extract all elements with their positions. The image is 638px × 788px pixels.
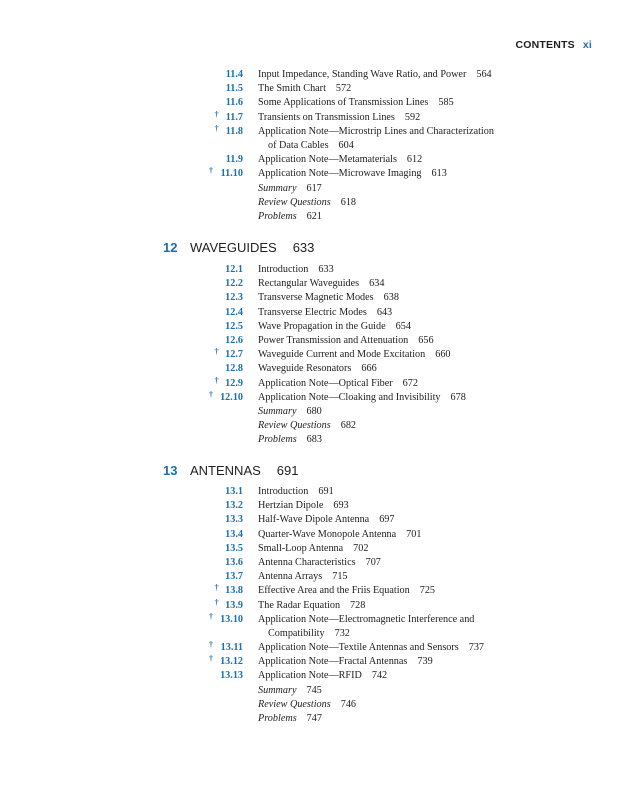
- section-title: Input Impedance, Standing Wave Ratio, and Power 564: [258, 69, 492, 80]
- running-header-label: CONTENTS: [515, 39, 575, 51]
- page-ref: 747: [306, 713, 322, 724]
- toc-entry[interactable]: [0, 153, 638, 167]
- page-ref: 697: [379, 514, 395, 526]
- section-number: 13.12: [220, 656, 243, 668]
- section-title: Some Applications of Transmission Lines 585: [258, 97, 454, 109]
- chapter-number: 12: [163, 240, 178, 255]
- toc-entry[interactable]: [0, 125, 638, 139]
- chapter-page: 691: [276, 463, 299, 478]
- section-number: 12.1: [225, 264, 243, 275]
- section-number: 11.7: [225, 111, 243, 123]
- section-title: Effective Area and the Friis Equation 725: [258, 585, 436, 597]
- page-ref: 701: [406, 528, 422, 540]
- section-title: Rectangular Waveguides 634: [258, 278, 385, 290]
- toc-entry[interactable]: [0, 210, 638, 224]
- section-title: Transverse Electric Modes 643: [258, 306, 393, 318]
- section-number: 12.5: [225, 320, 243, 332]
- toc-entry[interactable]: [0, 684, 638, 698]
- toc-entry[interactable]: [0, 698, 638, 712]
- end-matter-title: Problems 683: [258, 434, 322, 446]
- toc-entry[interactable]: [0, 556, 638, 570]
- toc-entry[interactable]: [0, 306, 638, 320]
- section-number: 13.8: [225, 585, 243, 597]
- end-matter-title: Summary 617: [258, 182, 322, 194]
- page-number: xi: [582, 39, 592, 51]
- toc-entry[interactable]: [0, 277, 638, 291]
- section-number: 11.5: [225, 83, 243, 95]
- section-title: Antenna Arrays 715: [258, 571, 348, 583]
- end-matter-title: Problems 747: [258, 713, 322, 724]
- end-matter-title: Problems 621: [258, 210, 322, 222]
- chapter-title: WAVEGUIDES 633: [190, 240, 315, 255]
- toc-entry[interactable]: [0, 542, 638, 556]
- section-title: Compatibility 732: [268, 627, 350, 639]
- section-number: 11.4: [225, 69, 243, 80]
- page-ref: 691: [318, 486, 334, 497]
- section-number: 11.8: [225, 125, 243, 137]
- section-list-ch11: [0, 68, 638, 224]
- toc-entry[interactable]: [0, 334, 638, 348]
- dagger-mark-icon: †: [209, 611, 213, 621]
- toc-entry[interactable]: [0, 391, 638, 405]
- section-title: Application Note—Cloaking and Invisibility 678: [258, 391, 466, 403]
- section-number: 13.2: [225, 500, 243, 512]
- section-number: 13.13: [220, 670, 243, 682]
- section-number: 13.5: [225, 542, 243, 554]
- toc-entry[interactable]: [0, 362, 638, 376]
- section-list-ch13: [0, 485, 638, 726]
- section-title: Application Note—Textile Antennas and Sensors 737: [258, 642, 485, 654]
- section-list-ch12: [0, 263, 638, 447]
- page-ref: 612: [406, 154, 423, 166]
- section-title: Application Note—RFID 742: [258, 670, 388, 682]
- toc-entry[interactable]: [0, 196, 638, 210]
- toc-entry[interactable]: [0, 320, 638, 334]
- page-ref: 739: [417, 656, 433, 668]
- page-ref: 617: [306, 182, 322, 194]
- section-number: 11.6: [225, 97, 243, 109]
- section-number: 11.10: [220, 168, 243, 180]
- page-ref: 592: [404, 111, 421, 123]
- page-ref: 604: [338, 139, 354, 151]
- page-ref: 702: [353, 542, 369, 554]
- toc-entry[interactable]: [0, 584, 638, 598]
- section-number: 12.6: [225, 334, 243, 346]
- section-title: Waveguide Resonators 666: [258, 363, 377, 375]
- page-ref: 634: [369, 278, 385, 290]
- section-number: 11.9: [225, 154, 243, 166]
- page-ref: 618: [340, 196, 356, 208]
- toc-entry[interactable]: [0, 111, 638, 125]
- chapter-heading-12[interactable]: [0, 238, 638, 258]
- running-header: [515, 39, 592, 51]
- page-ref: 638: [383, 292, 399, 304]
- end-matter-title: Review Questions 682: [258, 420, 356, 432]
- page-ref: 654: [395, 320, 411, 332]
- section-title: Half-Wave Dipole Antenna 697: [258, 514, 395, 526]
- toc-entry[interactable]: [0, 82, 638, 96]
- section-title: Transients on Transmission Lines 592: [258, 111, 421, 123]
- section-number: 12.8: [225, 363, 243, 375]
- section-title: Transverse Magnetic Modes 638: [258, 292, 399, 304]
- page-ref: 693: [333, 500, 349, 512]
- section-title: The Smith Chart 572: [258, 83, 352, 95]
- section-number: 13.10: [220, 613, 243, 625]
- section-title: Application Note—Optical Fiber 672: [258, 377, 418, 389]
- section-number: 12.10: [220, 391, 243, 403]
- page-ref: 564: [476, 69, 492, 80]
- page-ref: 680: [306, 405, 322, 417]
- page-ref: 725: [419, 585, 436, 597]
- page-ref: 660: [435, 349, 451, 361]
- toc-entry[interactable]: [0, 433, 638, 447]
- section-title: of Data Cables 604: [268, 139, 354, 151]
- dagger-mark-icon: †: [214, 597, 219, 607]
- section-number: 13.4: [225, 528, 243, 540]
- toc-entry[interactable]: [0, 499, 638, 513]
- toc-entry[interactable]: [0, 712, 638, 726]
- toc-entry[interactable]: [0, 167, 638, 181]
- page-ref: 732: [334, 627, 350, 639]
- section-number: 12.9: [225, 377, 243, 389]
- dagger-mark-icon: †: [214, 583, 219, 593]
- end-matter-title: Review Questions 618: [258, 196, 356, 208]
- page-ref: 737: [468, 642, 485, 654]
- page-ref: 613: [431, 168, 447, 180]
- page-ref: 683: [306, 434, 322, 446]
- page-ref: 656: [418, 334, 434, 346]
- page-ref: 707: [365, 556, 381, 568]
- dagger-mark-icon: †: [209, 654, 213, 664]
- section-title: Introduction 633: [258, 264, 334, 275]
- end-matter-title: Review Questions 746: [258, 698, 356, 710]
- section-number: 13.3: [225, 514, 243, 526]
- toc-entry[interactable]: [0, 263, 638, 277]
- section-number: 13.7: [225, 571, 243, 583]
- page-ref: 715: [332, 571, 348, 583]
- dagger-mark-icon: †: [209, 166, 213, 176]
- page-ref: 742: [371, 670, 388, 682]
- page-ref: 633: [318, 264, 334, 275]
- toc-entry[interactable]: [0, 599, 638, 613]
- toc-entry[interactable]: [0, 348, 638, 362]
- dagger-mark-icon: †: [209, 640, 213, 650]
- toc-entry[interactable]: [0, 669, 638, 683]
- toc-entry[interactable]: [0, 641, 638, 655]
- section-title: Waveguide Current and Mode Excitation 660: [258, 349, 451, 361]
- section-title: Application Note—Metamaterials 612: [258, 154, 423, 166]
- toc-entry[interactable]: [0, 291, 638, 305]
- toc-entry[interactable]: [0, 182, 638, 196]
- section-number: 12.2: [225, 278, 243, 290]
- toc-entry[interactable]: [0, 655, 638, 669]
- toc-entry[interactable]: [0, 528, 638, 542]
- toc-entry[interactable]: [0, 613, 638, 627]
- toc-entry[interactable]: [0, 139, 638, 153]
- dagger-mark-icon: †: [209, 389, 213, 399]
- toc-entry[interactable]: [0, 627, 638, 641]
- dagger-mark-icon: †: [214, 375, 219, 385]
- chapter-number: 13: [163, 463, 178, 478]
- chapter-page: 633: [292, 240, 315, 255]
- section-number: 13.6: [225, 556, 243, 568]
- section-title: The Radar Equation 728: [258, 599, 366, 611]
- chapter-heading-13[interactable]: [0, 461, 638, 481]
- toc-entry[interactable]: [0, 485, 638, 499]
- page-ref: 746: [340, 698, 356, 710]
- section-number: 13.1: [225, 486, 243, 497]
- page-ref: 572: [335, 83, 352, 95]
- end-matter-title: Summary 680: [258, 405, 322, 417]
- chapter-title: ANTENNAS 691: [190, 463, 299, 478]
- section-title: Antenna Characteristics 707: [258, 556, 381, 568]
- section-title: Wave Propagation in the Guide 654: [258, 320, 411, 332]
- section-number: 12.4: [225, 306, 243, 318]
- dagger-mark-icon: †: [214, 109, 219, 119]
- dagger-mark-icon: †: [214, 123, 219, 133]
- section-title: Quarter-Wave Monopole Antenna 701: [258, 528, 422, 540]
- section-title: Hertzian Dipole 693: [258, 500, 349, 512]
- toc-entry[interactable]: [0, 377, 638, 391]
- toc-entry[interactable]: [0, 570, 638, 584]
- page-ref: 682: [340, 420, 356, 432]
- page-ref: 728: [350, 599, 366, 611]
- toc-entry[interactable]: [0, 68, 638, 82]
- section-number: 13.11: [220, 642, 243, 654]
- page-ref: 745: [306, 684, 322, 696]
- section-number: 12.7: [225, 349, 243, 361]
- end-matter-title: Summary 745: [258, 684, 322, 696]
- section-number: 13.9: [225, 599, 243, 611]
- page-ref: 672: [402, 377, 418, 389]
- section-title: Application Note—Microwave Imaging 613: [258, 168, 447, 180]
- toc-entry[interactable]: [0, 513, 638, 527]
- section-title: Application Note—Microstrip Lines and Characterization: [258, 125, 494, 137]
- section-title: Application Note—Electromagnetic Interference and: [258, 613, 475, 625]
- toc-entry[interactable]: [0, 419, 638, 433]
- section-title: Application Note—Fractal Antennas 739: [258, 656, 433, 668]
- toc-entry[interactable]: [0, 405, 638, 419]
- dagger-mark-icon: †: [214, 347, 219, 357]
- page-ref: 678: [450, 391, 466, 403]
- section-number: 12.3: [225, 292, 243, 304]
- page-ref: 666: [361, 363, 377, 375]
- toc-entry[interactable]: [0, 96, 638, 110]
- section-title: Small-Loop Antenna 702: [258, 542, 369, 554]
- page-ref: 585: [438, 97, 454, 109]
- page-ref: 643: [376, 306, 393, 318]
- section-title: Introduction 691: [258, 486, 334, 497]
- page-ref: 621: [306, 210, 322, 222]
- section-title: Power Transmission and Attenuation 656: [258, 334, 434, 346]
